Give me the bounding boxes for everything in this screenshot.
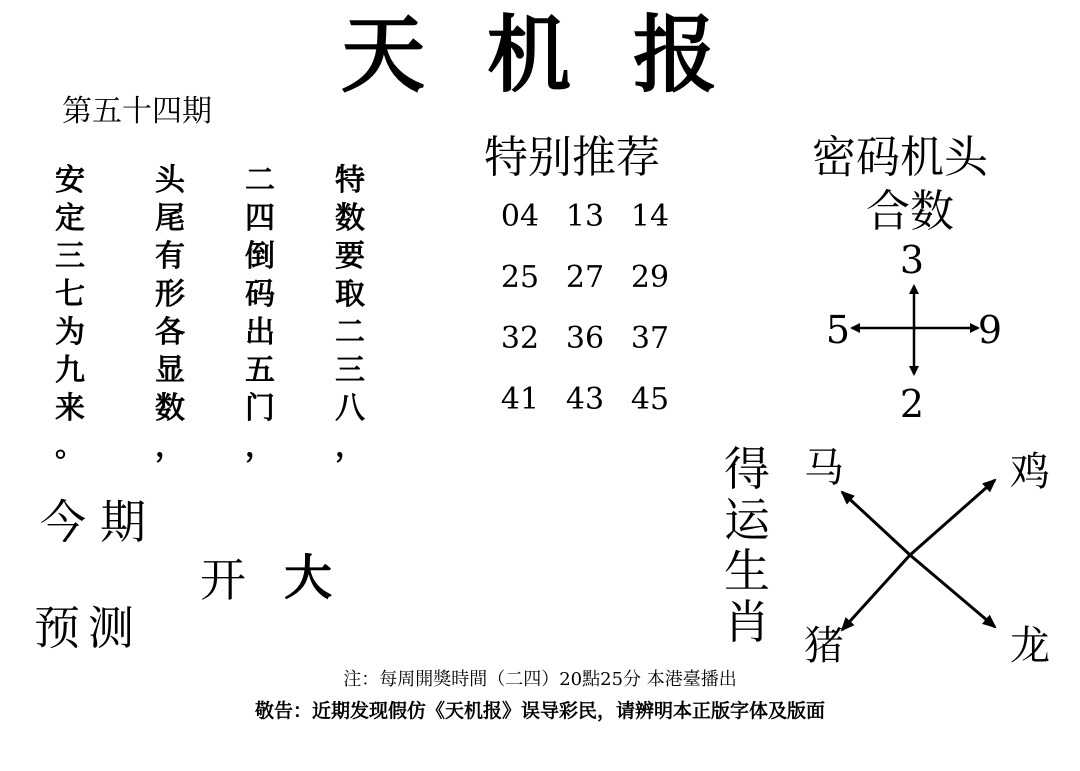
poem-char: ，	[155, 429, 185, 464]
poem-char: 数	[155, 391, 185, 426]
poem-char: 门	[245, 391, 275, 426]
recommend-number: 36	[565, 321, 605, 356]
poem-char: 形	[155, 277, 185, 312]
poem-char: 安	[55, 163, 85, 198]
recommend-number: 41	[500, 382, 540, 417]
forecast-label-current-issue: 今期	[40, 495, 160, 549]
poem-char: 。	[55, 429, 85, 464]
poem-char: 九	[55, 353, 85, 388]
poem-char: 各	[155, 315, 185, 350]
recommend-number: 43	[565, 382, 605, 417]
recommend-number: 29	[630, 260, 670, 295]
lucky-zodiac-heading-char: 运	[724, 493, 770, 547]
recommend-row	[490, 373, 680, 434]
poem-char: 显	[155, 353, 185, 388]
poem-column-1	[48, 162, 92, 466]
zodiac-bottom-left: 猪	[804, 623, 844, 669]
poem-char: ，	[245, 429, 275, 464]
poem-char: 倒	[245, 239, 275, 274]
cross-arrows-icon	[840, 280, 990, 380]
forecast-result: 大	[284, 550, 333, 606]
poem-char: 数	[335, 201, 365, 236]
code-head-heading: 密码机头	[812, 132, 988, 183]
counterfeit-warning: 敬告：近期发现假仿《天机报》误导彩民，请辨明本正版字体及版面	[254, 700, 825, 722]
lucky-zodiac-heading-char: 得	[724, 442, 770, 496]
poem-column-2	[148, 162, 192, 466]
recommend-row	[490, 190, 680, 251]
poem-char: 定	[55, 201, 85, 236]
recommend-heading: 特别推荐	[484, 132, 660, 183]
broadcast-note: 注：每周開獎時間（二四）20點25分 本港臺播出	[343, 669, 737, 690]
zodiac-top-right: 鸡	[1010, 449, 1050, 495]
lucky-zodiac-heading-char: 肖	[724, 595, 770, 649]
recommend-number: 37	[630, 321, 670, 356]
poem-column-4	[328, 162, 372, 466]
poem-char: 取	[335, 277, 365, 312]
code-head-right-digit: 9	[977, 308, 1003, 352]
poem-column-3	[238, 162, 282, 466]
code-head-top-digit: 3	[899, 238, 925, 282]
lucky-zodiac-heading-char: 生	[724, 544, 770, 598]
poem-char: 尾	[155, 201, 185, 236]
recommend-number: 13	[565, 199, 605, 234]
lucky-zodiac-heading	[724, 444, 770, 648]
recommend-number: 04	[500, 199, 540, 234]
poem-char: 八	[335, 391, 365, 426]
poem-char: 来	[55, 391, 85, 426]
poem-char: 特	[335, 163, 365, 198]
code-head-bottom-digit: 2	[899, 382, 925, 426]
poem-char: 七	[55, 277, 85, 312]
zodiac-bottom-right: 龙	[1010, 623, 1050, 669]
recommend-number: 25	[500, 260, 540, 295]
poem-char: 二	[335, 315, 365, 350]
forecast-open-label: 开	[200, 553, 246, 607]
poem-char: 要	[335, 239, 365, 274]
recommend-row	[490, 251, 680, 312]
recommend-number: 14	[630, 199, 670, 234]
poem-char: 四	[245, 201, 275, 236]
recommend-number: 32	[500, 321, 540, 356]
forecast-label-prediction: 预测	[34, 601, 142, 655]
recommend-number: 45	[630, 382, 670, 417]
crossed-arrows-icon	[830, 470, 1010, 640]
poem-char: 二	[245, 163, 275, 198]
poem-char: 头	[155, 163, 185, 198]
poem-char: 三	[335, 353, 365, 388]
poem-char: ，	[335, 429, 365, 464]
recommend-number-grid	[490, 190, 680, 434]
issue-number: 第五十四期	[62, 94, 212, 129]
poem-char: 码	[245, 277, 275, 312]
page-title: 天机报	[340, 5, 779, 104]
code-head-subheading: 合数	[866, 186, 954, 237]
poem-char: 有	[155, 239, 185, 274]
poem-char: 为	[55, 315, 85, 350]
recommend-row	[490, 312, 680, 373]
poem-char: 五	[245, 353, 275, 388]
code-head-left-digit: 5	[825, 308, 851, 352]
recommend-number: 27	[565, 260, 605, 295]
poem-char: 出	[245, 315, 275, 350]
poem-char: 三	[55, 239, 85, 274]
zodiac-top-left: 马	[804, 445, 844, 491]
